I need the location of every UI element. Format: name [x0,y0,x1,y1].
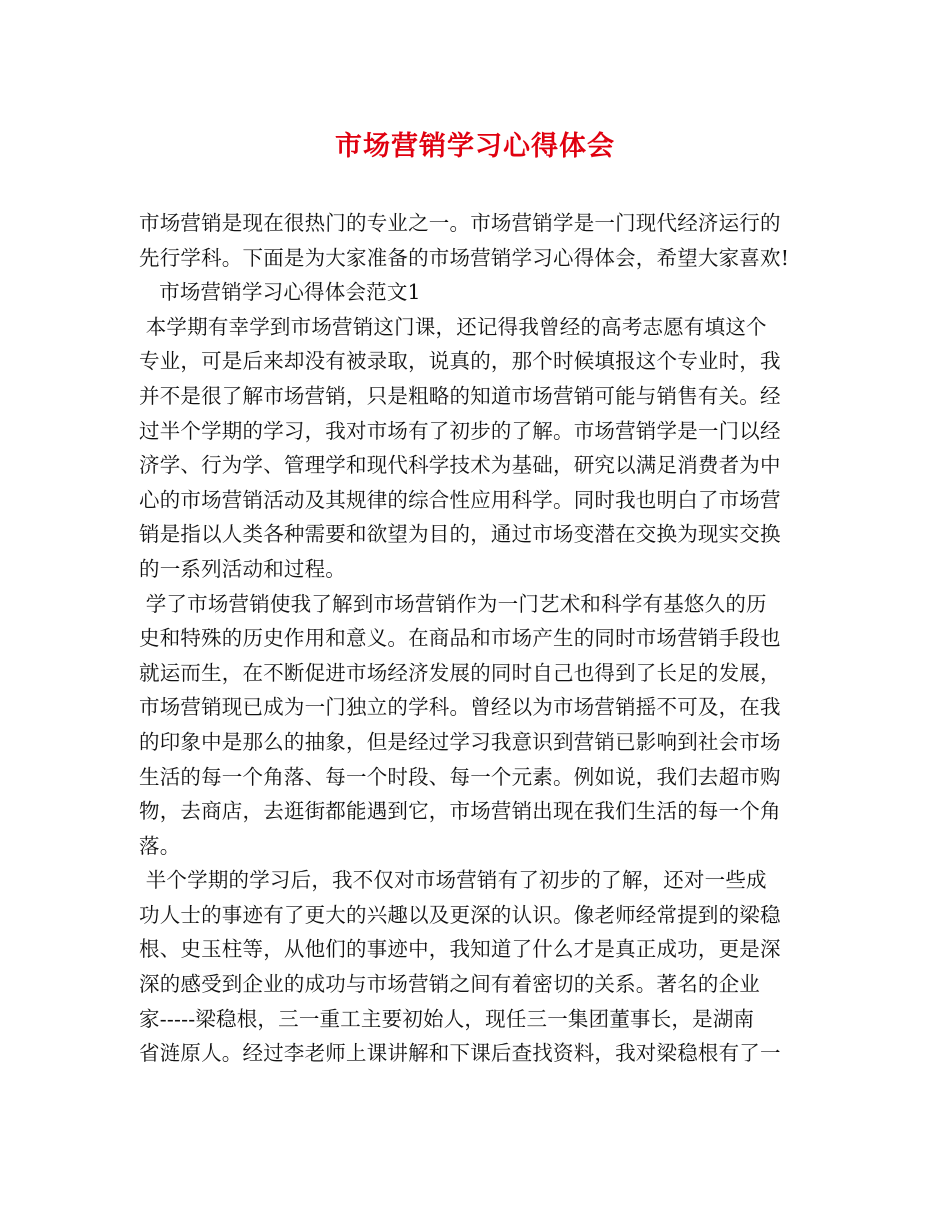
body-line: 过半个学期的学习，我对市场有了初步的了解。市场营销学是一门以经 [139,418,781,443]
document-title: 市场营销学习心得体会 [335,131,615,162]
body-line: 落。 [139,833,181,858]
body-line: 销是指以人类各种需要和欲望为目的，通过市场变潜在交换为现实交换 [139,522,781,547]
body-line: 就运而生，在不断促进市场经济发展的同时自己也得到了长足的发展， [139,660,781,685]
body-line: 济学、行为学、管理学和现代科学技术为基础，研究以满足消费者为中 [139,453,781,478]
body-line: 深的感受到企业的成功与市场营销之间有着密切的关系。著名的企业 [139,972,760,997]
body-line: 专业，可是后来却没有被录取，说真的，那个时候填报这个专业时，我 [139,349,781,374]
body-line: 物，去商店，去逛街都能遇到它，市场营销出现在我们生活的每一个角 [139,799,781,824]
body-line: 本学期有幸学到市场营销这门课，还记得我曾经的高考志愿有填这个 [139,314,767,339]
body-line: 并不是很了解市场营销，只是粗略的知道市场营销可能与销售有关。经 [139,383,781,408]
section-heading: 市场营销学习心得体会范文1 [139,280,421,305]
body-line: 家-----梁稳根，三一重工主要初始人，现任三一集团董事长，是湖南 [139,1006,755,1031]
document-body [139,206,819,1071]
body-line: 市场营销现已成为一门独立的学科。曾经以为市场营销摇不可及，在我 [139,695,781,720]
body-line: 先行学科。下面是为大家准备的市场营销学习心得体会，希望大家喜欢! [139,245,790,270]
body-line: 学了市场营销使我了解到市场营销作为一门艺术和科学有基悠久的历 [139,591,767,616]
body-line: 省涟原人。经过李老师上课讲解和下课后查找资料，我对梁稳根有了一 [139,1041,781,1066]
body-line: 史和特殊的历史作用和意义。在商品和市场产生的同时市场营销手段也 [139,626,781,651]
body-line: 生活的每一个角落、每一个时段、每一个元素。例如说，我们去超市购 [139,764,781,789]
body-line: 功人士的事迹有了更大的兴趣以及更深的认识。像老师经常提到的梁稳 [139,902,781,927]
body-line: 心的市场营销活动及其规律的综合性应用科学。同时我也明白了市场营 [139,487,781,512]
body-line: 半个学期的学习后，我不仅对市场营销有了初步的了解，还对一些成 [139,868,767,893]
body-line: 根、史玉柱等，从他们的事迹中，我知道了什么才是真正成功，更是深 [139,937,781,962]
body-line: 市场营销是现在很热门的专业之一。市场营销学是一门现代经济运行的 [139,211,781,235]
body-line: 的一系列活动和过程。 [139,556,346,581]
body-line: 的印象中是那么的抽象，但是经过学习我意识到营销已影响到社会市场 [139,729,781,754]
